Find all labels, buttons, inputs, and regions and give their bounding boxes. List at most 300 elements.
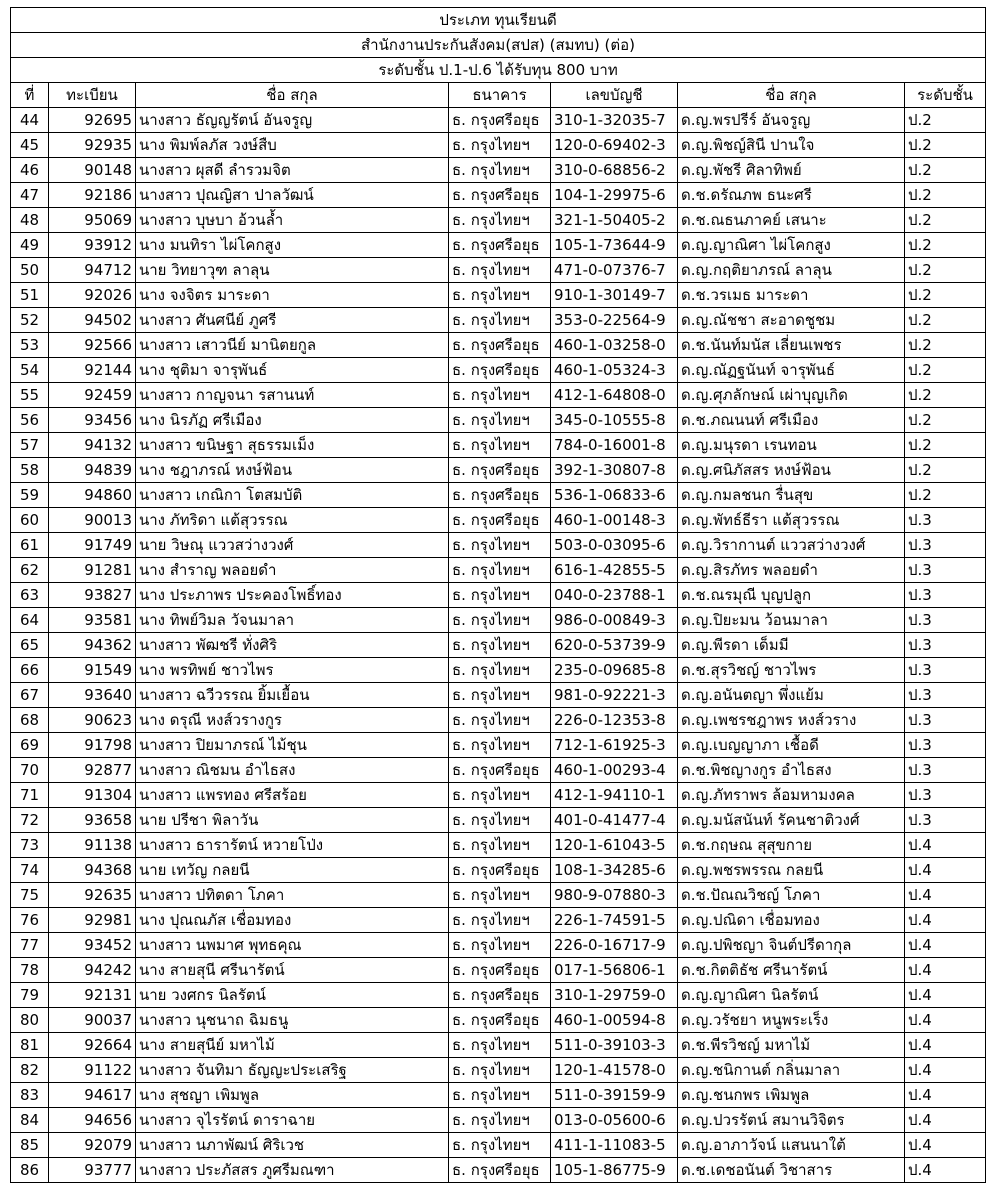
- child-name: ด.ช.นันท์มนัส เลี่ยนเพชร: [678, 333, 905, 358]
- grade-level: ป.4: [905, 1058, 986, 1083]
- registration-no: 91138: [49, 833, 136, 858]
- bank-name: ธ. กรุงไทยฯ: [449, 1108, 551, 1133]
- account-number: 784-0-16001-8: [551, 433, 678, 458]
- table-row: [11, 608, 986, 633]
- registration-no: 90037: [49, 1008, 136, 1033]
- table-row: [11, 958, 986, 983]
- account-number: 120-1-61043-5: [551, 833, 678, 858]
- registration-no: 91304: [49, 783, 136, 808]
- row-number: 69: [11, 733, 49, 758]
- parent-name: นางสาว ปทิตดา โภคา: [136, 883, 449, 908]
- account-number: 460-1-00148-3: [551, 508, 678, 533]
- parent-name: นาย ปรีชา พิลาวัน: [136, 808, 449, 833]
- row-number: 80: [11, 1008, 49, 1033]
- level-line: ระดับชั้น ป.1-ป.6 ได้รับทุน 800 บาท: [11, 58, 986, 83]
- grade-level: ป.3: [905, 783, 986, 808]
- bank-name: ธ. กรุงไทยฯ: [449, 633, 551, 658]
- row-number: 78: [11, 958, 49, 983]
- registration-no: 92664: [49, 1033, 136, 1058]
- child-name: ด.ญ.ชนิกานต์ กลิ่นมาลา: [678, 1058, 905, 1083]
- registration-no: 94242: [49, 958, 136, 983]
- table-row: [11, 408, 986, 433]
- parent-name: นาง ชุติมา จารุพันธ์: [136, 358, 449, 383]
- grade-level: ป.4: [905, 1083, 986, 1108]
- row-number: 76: [11, 908, 49, 933]
- grade-level: ป.4: [905, 883, 986, 908]
- child-name: ด.ช.ภณนนท์ ศรีเมือง: [678, 408, 905, 433]
- table-row: [11, 708, 986, 733]
- grade-level: ป.2: [905, 433, 986, 458]
- child-name: ด.ญ.ศนิภัสสร หงษ์ฟ้อน: [678, 458, 905, 483]
- grade-level: ป.4: [905, 958, 986, 983]
- registration-no: 93777: [49, 1158, 136, 1183]
- bank-name: ธ. กรุงไทยฯ: [449, 583, 551, 608]
- child-name: ด.ญ.พรปรีร์ อันจรูญ: [678, 108, 905, 133]
- row-number: 70: [11, 758, 49, 783]
- bank-name: ธ. กรุงศรีอยุธ: [449, 958, 551, 983]
- registration-no: 94362: [49, 633, 136, 658]
- parent-name: นางสาว กาญจนา รสานนท์: [136, 383, 449, 408]
- registration-no: 92144: [49, 358, 136, 383]
- row-number: 55: [11, 383, 49, 408]
- parent-name: นาง ชฎาภรณ์ หงษ์ฟ้อน: [136, 458, 449, 483]
- bank-name: ธ. กรุงไทยฯ: [449, 258, 551, 283]
- row-number: 84: [11, 1108, 49, 1133]
- grade-level: ป.4: [905, 1008, 986, 1033]
- table-row: [11, 1033, 986, 1058]
- parent-name: นาย วิทยาวุฑ ลาลุน: [136, 258, 449, 283]
- parent-name: นางสาว จันทิมา ธัญญะประเสริฐ: [136, 1058, 449, 1083]
- grade-level: ป.2: [905, 158, 986, 183]
- grade-level: ป.3: [905, 808, 986, 833]
- grade-level: ป.4: [905, 858, 986, 883]
- table-row: [11, 333, 986, 358]
- row-number: 74: [11, 858, 49, 883]
- account-number: 503-0-03095-6: [551, 533, 678, 558]
- registration-no: 92459: [49, 383, 136, 408]
- bank-name: ธ. กรุงไทยฯ: [449, 1058, 551, 1083]
- parent-name: นางสาว จุไรรัตน์ ดาราฉาย: [136, 1108, 449, 1133]
- child-name: ด.ญ.กฤติยาภรณ์ ลาลุน: [678, 258, 905, 283]
- row-number: 59: [11, 483, 49, 508]
- parent-name: นางสาว นภาพัฒน์ ศิริเวช: [136, 1133, 449, 1158]
- table-row: [11, 658, 986, 683]
- account-number: 105-1-86775-9: [551, 1158, 678, 1183]
- table-row: [11, 133, 986, 158]
- registration-no: 94656: [49, 1108, 136, 1133]
- account-number: 017-1-56806-1: [551, 958, 678, 983]
- parent-name: นาง สำราญ พลอยดำ: [136, 558, 449, 583]
- registration-no: 90148: [49, 158, 136, 183]
- col-header-bank: ธนาคาร: [449, 83, 551, 108]
- child-name: ด.ญ.พัชรี ศิลาทิพย์: [678, 158, 905, 183]
- grade-level: ป.4: [905, 1033, 986, 1058]
- parent-name: นางสาว ศันศนีย์ ภูศรี: [136, 308, 449, 333]
- registration-no: 92026: [49, 283, 136, 308]
- table-row: [11, 633, 986, 658]
- account-number: 980-9-07880-3: [551, 883, 678, 908]
- registration-no: 94839: [49, 458, 136, 483]
- account-number: 040-0-23788-1: [551, 583, 678, 608]
- child-name: ด.ญ.ปิยะมน ว้อนมาลา: [678, 608, 905, 633]
- account-number: 310-1-29759-0: [551, 983, 678, 1008]
- child-name: ด.ญ.พิชญ์สินี ปานใจ: [678, 133, 905, 158]
- table-row: [11, 533, 986, 558]
- child-name: ด.ญ.พีรดา เด็มมี: [678, 633, 905, 658]
- registration-no: 95069: [49, 208, 136, 233]
- registration-no: 90623: [49, 708, 136, 733]
- registration-no: 92186: [49, 183, 136, 208]
- child-name: ด.ช.วรเมธ มาระดา: [678, 283, 905, 308]
- child-name: ด.ญ.ภัทราพร ล้อมหามงคล: [678, 783, 905, 808]
- child-name: ด.ช.พิชญางกูร อำไธสง: [678, 758, 905, 783]
- row-number: 61: [11, 533, 49, 558]
- row-number: 45: [11, 133, 49, 158]
- bank-name: ธ. กรุงไทยฯ: [449, 683, 551, 708]
- registration-no: 91122: [49, 1058, 136, 1083]
- bank-name: ธ. กรุงศรีอยุธ: [449, 1008, 551, 1033]
- grade-level: ป.2: [905, 258, 986, 283]
- table-row: [11, 833, 986, 858]
- parent-name: นาง สายสุนีย์ มหาไม้: [136, 1033, 449, 1058]
- grade-level: ป.4: [905, 933, 986, 958]
- registration-no: 93581: [49, 608, 136, 633]
- account-number: 013-0-05600-6: [551, 1108, 678, 1133]
- grade-level: ป.2: [905, 358, 986, 383]
- col-header-no: ที่: [11, 83, 49, 108]
- account-number: 104-1-29975-6: [551, 183, 678, 208]
- parent-name: นางสาว ธัญญรัตน์ อันจรูญ: [136, 108, 449, 133]
- bank-name: ธ. กรุงศรีอยุธ: [449, 483, 551, 508]
- row-number: 46: [11, 158, 49, 183]
- bank-name: ธ. กรุงไทยฯ: [449, 783, 551, 808]
- bank-name: ธ. กรุงไทยฯ: [449, 833, 551, 858]
- sheet-subtitle: สำนักงานประกันสังคม(สปส) (สมทบ) (ต่อ): [11, 33, 986, 58]
- grade-level: ป.4: [905, 1158, 986, 1183]
- table-row: [11, 383, 986, 408]
- child-name: ด.ญ.เบญญาภา เชื้อดี: [678, 733, 905, 758]
- grade-level: ป.3: [905, 608, 986, 633]
- table-row: [11, 433, 986, 458]
- bank-name: ธ. กรุงไทยฯ: [449, 558, 551, 583]
- table-row: [11, 1058, 986, 1083]
- bank-name: ธ. กรุงไทยฯ: [449, 908, 551, 933]
- bank-name: ธ. กรุงศรีอยุธ: [449, 983, 551, 1008]
- row-number: 54: [11, 358, 49, 383]
- parent-name: นาง ภัทริดา แต้สุวรรณ: [136, 508, 449, 533]
- table-row: [11, 1158, 986, 1183]
- grade-level: ป.2: [905, 183, 986, 208]
- table-row: [11, 1133, 986, 1158]
- bank-name: ธ. กรุงไทยฯ: [449, 283, 551, 308]
- child-name: ด.ญ.ศุภลักษณ์ เผ่าบุญเกิด: [678, 383, 905, 408]
- bank-name: ธ. กรุงศรีอยุธ: [449, 508, 551, 533]
- child-name: ด.ญ.พัทธ์ธีรา แต้สุวรรณ: [678, 508, 905, 533]
- row-number: 68: [11, 708, 49, 733]
- parent-name: นางสาว เสาวนีย์ มานิตยกูล: [136, 333, 449, 358]
- bank-name: ธ. กรุงศรีอยุธ: [449, 333, 551, 358]
- grade-level: ป.3: [905, 583, 986, 608]
- child-name: ด.ช.กิตติธัช ศรีนารัตน์: [678, 958, 905, 983]
- account-number: 511-0-39103-3: [551, 1033, 678, 1058]
- child-name: ด.ช.ณธนภาคย์ เสนาะ: [678, 208, 905, 233]
- grade-level: ป.2: [905, 308, 986, 333]
- parent-name: นาง ทิพย์วิมล วัจนมาลา: [136, 608, 449, 633]
- bank-name: ธ. กรุงไทยฯ: [449, 883, 551, 908]
- bank-name: ธ. กรุงไทยฯ: [449, 383, 551, 408]
- parent-name: นาง จงจิตร มาระดา: [136, 283, 449, 308]
- bank-name: ธ. กรุงศรีอยุธ: [449, 1158, 551, 1183]
- scholarship-table: [10, 7, 986, 1183]
- registration-no: 93456: [49, 408, 136, 433]
- bank-name: ธ. กรุงไทยฯ: [449, 658, 551, 683]
- account-number: 310-0-68856-2: [551, 158, 678, 183]
- row-number: 51: [11, 283, 49, 308]
- child-name: ด.ญ.มนัสนันท์ รัคนชาติวงศ์: [678, 808, 905, 833]
- bank-name: ธ. กรุงไทยฯ: [449, 433, 551, 458]
- child-name: ด.ญ.มนุรดา เรนทอน: [678, 433, 905, 458]
- row-number: 48: [11, 208, 49, 233]
- grade-level: ป.2: [905, 408, 986, 433]
- account-number: 226-1-74591-5: [551, 908, 678, 933]
- child-name: ด.ญ.ญาณิศา นิลรัตน์: [678, 983, 905, 1008]
- account-number: 353-0-22564-9: [551, 308, 678, 333]
- parent-name: นาง นิรภัฏ ศรีเมือง: [136, 408, 449, 433]
- registration-no: 92079: [49, 1133, 136, 1158]
- table-row: [11, 908, 986, 933]
- row-number: 83: [11, 1083, 49, 1108]
- grade-level: ป.4: [905, 908, 986, 933]
- account-number: 620-0-53739-9: [551, 633, 678, 658]
- parent-name: นางสาว นุชนาถ ฉิมธนู: [136, 1008, 449, 1033]
- header-row: [11, 83, 986, 108]
- child-name: ด.ญ.อนันตญา พึ่งแย้ม: [678, 683, 905, 708]
- table-row: [11, 308, 986, 333]
- bank-name: ธ. กรุงศรีอยุธ: [449, 108, 551, 133]
- row-number: 64: [11, 608, 49, 633]
- grade-level: ป.3: [905, 733, 986, 758]
- grade-level: ป.2: [905, 133, 986, 158]
- account-number: 981-0-92221-3: [551, 683, 678, 708]
- table-row: [11, 258, 986, 283]
- row-number: 73: [11, 833, 49, 858]
- bank-name: ธ. กรุงศรีอยุธ: [449, 758, 551, 783]
- grade-level: ป.3: [905, 633, 986, 658]
- account-number: 536-1-06833-6: [551, 483, 678, 508]
- table-row: [11, 933, 986, 958]
- bank-name: ธ. กรุงศรีอยุธ: [449, 358, 551, 383]
- account-number: 460-1-00594-8: [551, 1008, 678, 1033]
- child-name: ด.ญ.ปวรรัตน์ สมานวิจิตร: [678, 1108, 905, 1133]
- table-row: [11, 108, 986, 133]
- account-number: 226-0-12353-8: [551, 708, 678, 733]
- account-number: 345-0-10555-8: [551, 408, 678, 433]
- bank-name: ธ. กรุงไทยฯ: [449, 708, 551, 733]
- row-number: 81: [11, 1033, 49, 1058]
- bank-name: ธ. กรุงไทยฯ: [449, 1083, 551, 1108]
- table-row: [11, 508, 986, 533]
- col-header-parent-name: ชื่อ สกุล: [136, 83, 449, 108]
- registration-no: 94860: [49, 483, 136, 508]
- child-name: ด.ช.กฤษณ สุสุขกาย: [678, 833, 905, 858]
- row-number: 86: [11, 1158, 49, 1183]
- grade-level: ป.2: [905, 108, 986, 133]
- registration-no: 93640: [49, 683, 136, 708]
- child-name: ด.ช.พีรวิชญ์ มหาไม้: [678, 1033, 905, 1058]
- grade-level: ป.3: [905, 533, 986, 558]
- table-row: [11, 458, 986, 483]
- table-row: [11, 158, 986, 183]
- bank-name: ธ. กรุงไทยฯ: [449, 408, 551, 433]
- table-row: [11, 358, 986, 383]
- registration-no: 91281: [49, 558, 136, 583]
- child-name: ด.ญ.สิรภัทร พลอยดำ: [678, 558, 905, 583]
- table-row: [11, 183, 986, 208]
- child-name: ด.ญ.เพชรชฎาพร หงส์วราง: [678, 708, 905, 733]
- row-number: 47: [11, 183, 49, 208]
- bank-name: ธ. กรุงไทยฯ: [449, 208, 551, 233]
- row-number: 56: [11, 408, 49, 433]
- registration-no: 92935: [49, 133, 136, 158]
- parent-name: นางสาว ปุณญิสา ปาลวัฒน์: [136, 183, 449, 208]
- bank-name: ธ. กรุงไทยฯ: [449, 733, 551, 758]
- grade-level: ป.4: [905, 983, 986, 1008]
- registration-no: 93827: [49, 583, 136, 608]
- account-number: 616-1-42855-5: [551, 558, 678, 583]
- account-number: 310-1-32035-7: [551, 108, 678, 133]
- grade-level: ป.3: [905, 708, 986, 733]
- child-name: ด.ช.เดชอนันต์ วิชาสาร: [678, 1158, 905, 1183]
- grade-level: ป.4: [905, 1133, 986, 1158]
- registration-no: 94617: [49, 1083, 136, 1108]
- registration-no: 94368: [49, 858, 136, 883]
- parent-name: นางสาว พัฒชรี ทั่งศิริ: [136, 633, 449, 658]
- row-number: 66: [11, 658, 49, 683]
- account-number: 460-1-03258-0: [551, 333, 678, 358]
- row-number: 50: [11, 258, 49, 283]
- row-number: 62: [11, 558, 49, 583]
- child-name: ด.ญ.พชรพรรณ กลยนี: [678, 858, 905, 883]
- parent-name: นาง ประภาพร ประคองโพธิ์ทอง: [136, 583, 449, 608]
- grade-level: ป.4: [905, 833, 986, 858]
- child-name: ด.ญ.ณัฏฐนันท์ จารุพันธ์: [678, 358, 905, 383]
- grade-level: ป.2: [905, 383, 986, 408]
- bank-name: ธ. กรุงศรีอยุธ: [449, 858, 551, 883]
- account-number: 108-1-34285-6: [551, 858, 678, 883]
- bank-name: ธ. กรุงไทยฯ: [449, 933, 551, 958]
- table-row: [11, 883, 986, 908]
- grade-level: ป.3: [905, 683, 986, 708]
- table-row: [11, 1083, 986, 1108]
- row-number: 85: [11, 1133, 49, 1158]
- parent-name: นางสาว ธารารัตน์ หวายโป่ง: [136, 833, 449, 858]
- registration-no: 91798: [49, 733, 136, 758]
- registration-no: 93912: [49, 233, 136, 258]
- table-row: [11, 208, 986, 233]
- parent-name: นาง พิมพ์ลภัส วงษ์สืบ: [136, 133, 449, 158]
- row-number: 44: [11, 108, 49, 133]
- bank-name: ธ. กรุงไทยฯ: [449, 1033, 551, 1058]
- row-number: 60: [11, 508, 49, 533]
- bank-name: ธ. กรุงศรีอยุธ: [449, 183, 551, 208]
- table-row: [11, 1108, 986, 1133]
- bank-name: ธ. กรุงไทยฯ: [449, 133, 551, 158]
- table-row: [11, 483, 986, 508]
- parent-name: นาง ดรุณี หงส์วรางกูร: [136, 708, 449, 733]
- account-number: 120-0-69402-3: [551, 133, 678, 158]
- registration-no: 92131: [49, 983, 136, 1008]
- child-name: ด.ญ.ณัชชา สะอาดชูชม: [678, 308, 905, 333]
- table-row: [11, 558, 986, 583]
- row-number: 71: [11, 783, 49, 808]
- child-name: ด.ช.ดรัณภพ ธนะศรี: [678, 183, 905, 208]
- account-number: 226-0-16717-9: [551, 933, 678, 958]
- row-number: 79: [11, 983, 49, 1008]
- bank-name: ธ. กรุงไทยฯ: [449, 808, 551, 833]
- account-number: 105-1-73644-9: [551, 233, 678, 258]
- registration-no: 91549: [49, 658, 136, 683]
- row-number: 67: [11, 683, 49, 708]
- child-name: ด.ญ.วิรากานต์ แววสว่างวงศ์: [678, 533, 905, 558]
- grade-level: ป.3: [905, 508, 986, 533]
- account-number: 412-1-94110-1: [551, 783, 678, 808]
- child-name: ด.ช.ปัณณวิชญ์ โภคา: [678, 883, 905, 908]
- grade-level: ป.2: [905, 458, 986, 483]
- child-name: ด.ช.สุรวิชญ์ ชาวไพร: [678, 658, 905, 683]
- parent-name: นางสาว บุษบา อ้วนล้ำ: [136, 208, 449, 233]
- child-name: ด.ช.ณรมุณี บุญปลูก: [678, 583, 905, 608]
- parent-name: นางสาว ณิชมน อำไธสง: [136, 758, 449, 783]
- col-header-level: ระดับชั้น: [905, 83, 986, 108]
- child-name: ด.ญ.ปพิชญา จินต์ปรีดากุล: [678, 933, 905, 958]
- sheet-title: ประเภท ทุนเรียนดี: [11, 8, 986, 33]
- parent-name: นาย เทวัญ กลยนี: [136, 858, 449, 883]
- row-number: 63: [11, 583, 49, 608]
- row-number: 72: [11, 808, 49, 833]
- parent-name: นาย วงศกร นิลรัตน์: [136, 983, 449, 1008]
- registration-no: 92635: [49, 883, 136, 908]
- child-name: ด.ญ.ชนกพร เพิมพูล: [678, 1083, 905, 1108]
- table-row: [11, 233, 986, 258]
- account-number: 235-0-09685-8: [551, 658, 678, 683]
- account-number: 412-1-64808-0: [551, 383, 678, 408]
- account-number: 460-1-00293-4: [551, 758, 678, 783]
- grade-level: ป.2: [905, 483, 986, 508]
- bank-name: ธ. กรุงศรีอยุธ: [449, 458, 551, 483]
- table-row: [11, 733, 986, 758]
- registration-no: 92695: [49, 108, 136, 133]
- table-row: [11, 1008, 986, 1033]
- table-row: [11, 783, 986, 808]
- parent-name: นางสาว ประภัสสร ภูศรีมณฑา: [136, 1158, 449, 1183]
- account-number: 986-0-00849-3: [551, 608, 678, 633]
- bank-name: ธ. กรุงศรีอยุธ: [449, 233, 551, 258]
- table-row: [11, 683, 986, 708]
- parent-name: นางสาว เกณิกา โตสมบัติ: [136, 483, 449, 508]
- row-number: 77: [11, 933, 49, 958]
- account-number: 401-0-41477-4: [551, 808, 678, 833]
- grade-level: ป.2: [905, 233, 986, 258]
- row-number: 75: [11, 883, 49, 908]
- grade-level: ป.2: [905, 208, 986, 233]
- account-number: 460-1-05324-3: [551, 358, 678, 383]
- table-row: [11, 808, 986, 833]
- col-header-reg: ทะเบียน: [49, 83, 136, 108]
- parent-name: นางสาว ผุสดี ลำรวมจิต: [136, 158, 449, 183]
- bank-name: ธ. กรุงไทยฯ: [449, 158, 551, 183]
- account-number: 910-1-30149-7: [551, 283, 678, 308]
- registration-no: 94132: [49, 433, 136, 458]
